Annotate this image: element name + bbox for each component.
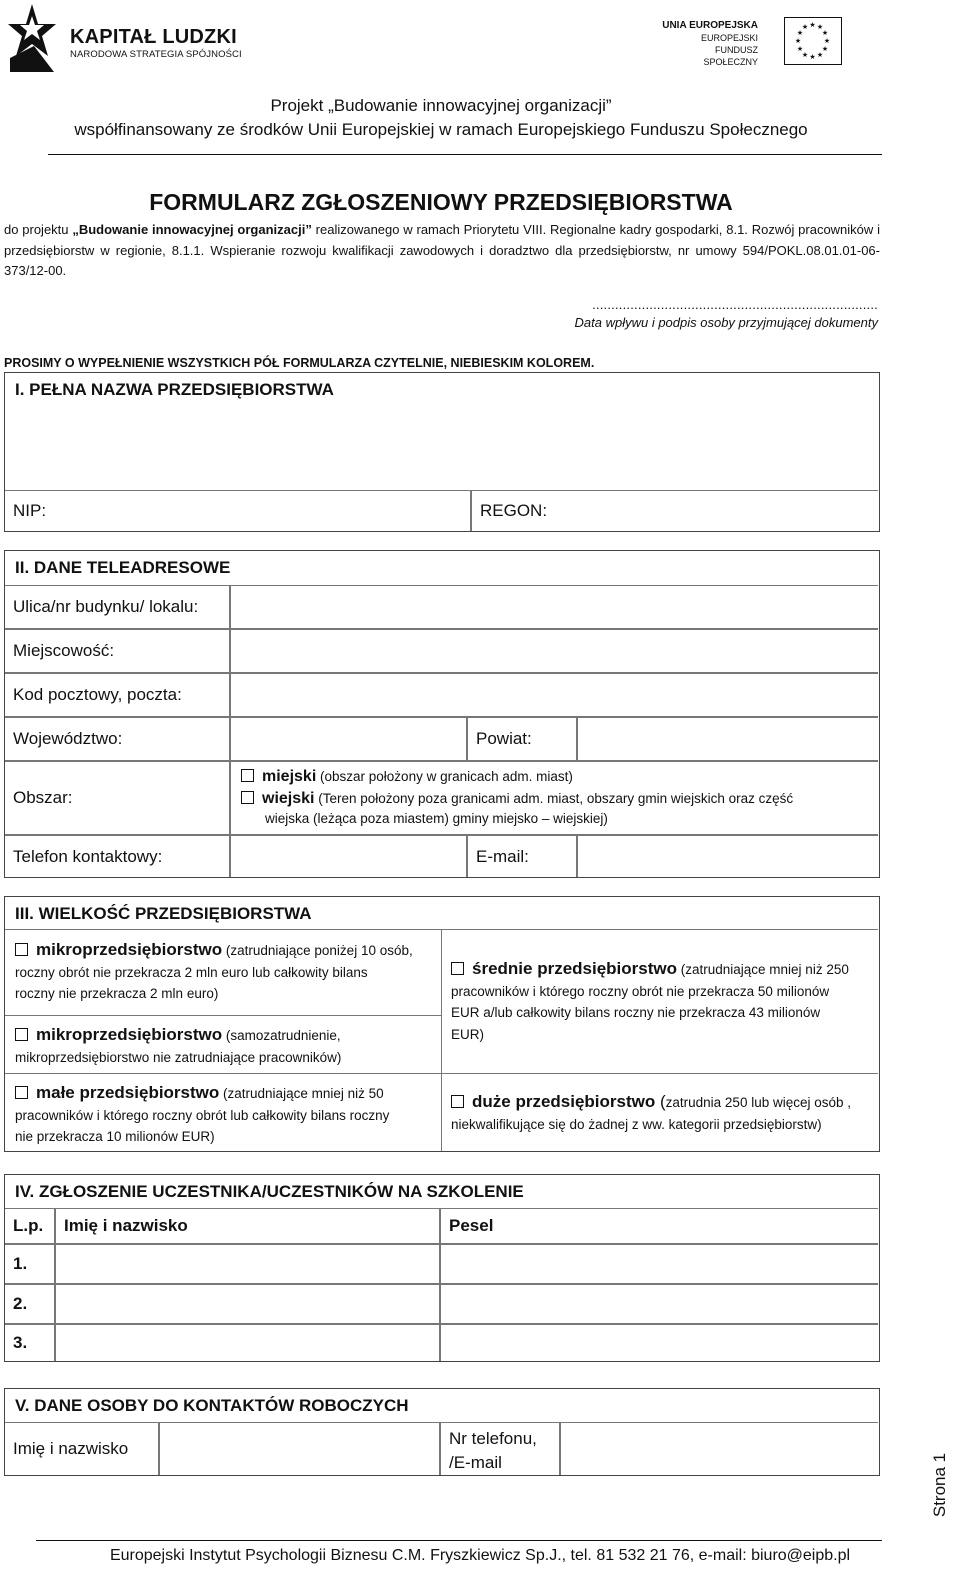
wiejski-label: wiejski: [262, 790, 315, 807]
category-small[interactable]: [15, 1082, 435, 1148]
ue-line-1: UNIA EUROPEJSKA: [662, 20, 758, 31]
obszar-wiejski-option[interactable]: [241, 788, 878, 810]
row-2-number: 2.: [13, 1294, 28, 1313]
section-2: [4, 550, 880, 878]
col-lp-label: L.p.: [13, 1216, 44, 1235]
svg-text:★: ★: [823, 37, 831, 45]
wojewodztwo-label-cell: [5, 717, 230, 761]
powiat-label-cell: [467, 717, 577, 761]
micro-1-desc-3: roczny nie przekracza 2 mln euro): [15, 986, 219, 1001]
col-name-label: Imię i nazwisko: [64, 1216, 188, 1235]
medium-desc-1: (zatrudniające mniej niż 250: [677, 962, 849, 977]
svg-text:★: ★: [794, 37, 802, 45]
col-pesel-header: [440, 1208, 878, 1244]
svg-text:★: ★: [796, 45, 804, 53]
svg-text:★: ★: [821, 45, 829, 53]
row-2-pesel-input[interactable]: [440, 1284, 878, 1324]
contact-name-label-cell: [5, 1422, 159, 1475]
nip-label: NIP:: [13, 501, 47, 520]
ulica-input[interactable]: [230, 585, 878, 629]
miejski-desc: (obszar położony w granicach adm. miast): [316, 769, 573, 784]
medium-checkbox-icon[interactable]: [451, 962, 464, 975]
kod-label-cell: [5, 673, 230, 717]
section-5-title: V. DANE OSOBY DO KONTAKTÓW ROBOCZYCH: [15, 1396, 409, 1415]
large-checkbox-icon[interactable]: [451, 1095, 464, 1108]
section-3-title: III. WIELKOŚĆ PRZEDSIĘBIORSTWA: [15, 904, 312, 923]
svg-text:★: ★: [816, 23, 824, 31]
obszar-options: [230, 761, 878, 835]
large-desc-1: zatrudnia 250 lub więcej osób ,: [665, 1095, 852, 1110]
micro-1-name: mikroprzedsiębiorstwo: [36, 940, 223, 959]
wojewodztwo-label: Województwo:: [13, 729, 123, 748]
miejscowosc-label-cell: [5, 629, 230, 673]
regon-field[interactable]: [471, 490, 878, 531]
row-3-name-input[interactable]: [55, 1324, 440, 1361]
section-1: [4, 372, 880, 532]
small-desc-2: pracowników i którego roczny obrót lub całkowity bilans roczny: [15, 1107, 390, 1123]
medium-desc-4: EUR): [451, 1026, 484, 1042]
contact-phone-label-1: Nr telefonu,: [449, 1429, 537, 1448]
micro-1-desc-2: roczny obrót nie przekracza 2 mln euro lub całkowity bilans: [15, 964, 368, 980]
row-1-pesel-input[interactable]: [440, 1244, 878, 1284]
powiat-input[interactable]: [577, 717, 878, 761]
row-1-number: 1.: [13, 1254, 28, 1273]
medium-desc-2: pracowników i którego roczny obrót nie przekracza 50 milionów: [451, 983, 830, 999]
small-desc-3: nie przekracza 10 milionów EUR): [15, 1129, 215, 1144]
large-name: duże przedsiębiorstwo: [472, 1092, 656, 1111]
footer-text: Europejski Instytut Psychologii Biznesu C.M. Fryszkiewicz Sp.J., tel. 81 532 21 76, e-mail: biuro@eipb.pl: [109, 1547, 851, 1564]
svg-text:★: ★: [796, 29, 804, 37]
intro-post: realizowanego w ramach Priorytetu VIII. Regionalne kadry gospodarki, 8.1. Rozwój pracowników i przedsiębiorstw w regionie, 8.1.1. Wspieranie rozwoju kwalifikacji zawodowych i doradztwo dla przedsiębiorstw, nr umowy 594/POKL.08.01.01-06-373/12-00.: [4, 222, 880, 278]
section-3: [4, 896, 880, 1152]
signature-line: ...........................................................................: [592, 297, 878, 312]
medium-name: średnie przedsiębiorstwo: [472, 959, 677, 978]
kod-label: Kod pocztowy, poczta:: [13, 685, 182, 704]
row-3-number: 3.: [13, 1333, 28, 1352]
section-1-title: I. PEŁNA NAZWA PRZEDSIĘBIORSTWA: [15, 380, 334, 399]
telefon-label-cell: [5, 835, 230, 877]
col-pesel-label: Pesel: [449, 1216, 494, 1235]
contact-phone-label-cell: [440, 1422, 560, 1475]
medium-desc-3: EUR a/lub całkowity bilans roczny nie przekracza 43 milionów: [451, 1005, 821, 1020]
signature-label: Data wpływu i podpis osoby przyjmującej dokumenty: [574, 315, 878, 330]
header-divider: [48, 154, 882, 155]
kapital-ludzki-subtitle: NARODOWA STRATEGIA SPÓJNOŚCI: [70, 49, 242, 60]
small-desc-1: (zatrudniające mniej niż 50: [219, 1086, 384, 1101]
miejscowosc-label: Miejscowość:: [13, 641, 115, 660]
wiejski-checkbox-icon[interactable]: [241, 791, 254, 804]
micro-1-checkbox-icon[interactable]: [15, 943, 28, 956]
eu-flag-icon: [784, 17, 842, 65]
ue-text: [660, 20, 758, 68]
section-3-col-divider: [441, 929, 442, 1151]
col-name-header: [55, 1208, 440, 1244]
obszar-miejski-option[interactable]: [241, 766, 878, 788]
section-3-row-divider-1: [5, 1015, 441, 1016]
section-4: [4, 1174, 880, 1362]
intro-project-name: „Budowanie innowacyjnej organizacji”: [72, 222, 312, 237]
intro-pre: do projektu: [4, 222, 73, 237]
micro-2-name: mikroprzedsiębiorstwo: [36, 1025, 223, 1044]
category-medium[interactable]: [451, 958, 875, 1045]
col-lp-header: [5, 1208, 55, 1244]
page-number: [920, 1440, 960, 1530]
ue-logo: [660, 14, 842, 68]
small-name: małe przedsiębiorstwo: [36, 1083, 220, 1102]
section-2-title: II. DANE TELEADRESOWE: [15, 558, 231, 577]
powiat-label: Powiat:: [476, 729, 532, 748]
obszar-label-cell: [5, 761, 230, 835]
footer-divider: [36, 1540, 882, 1541]
section-5: [4, 1388, 880, 1476]
row-2-name-input[interactable]: [55, 1284, 440, 1324]
form-title: FORMULARZ ZGŁOSZENIOWY PRZEDSIĘBIORSTWA: [149, 189, 733, 215]
project-title: Projekt „Budowanie innowacyjnej organizacji”: [270, 96, 612, 115]
micro-2-desc-2: mikroprzedsiębiorstwo nie zatrudniające pracowników): [15, 1049, 342, 1065]
micro-1-desc-1: (zatrudniające poniżej 10 osób,: [222, 943, 413, 958]
category-micro-2[interactable]: [15, 1024, 435, 1068]
miejski-label: miejski: [262, 768, 317, 785]
ue-line-3: FUNDUSZ SPOŁECZNY: [703, 45, 758, 67]
svg-text:★: ★: [821, 29, 829, 37]
wojewodztwo-input[interactable]: [230, 717, 467, 761]
row-3-pesel-input[interactable]: [440, 1324, 878, 1361]
section-3-row-divider-2: [5, 1073, 878, 1074]
small-checkbox-icon[interactable]: [15, 1086, 28, 1099]
category-large[interactable]: [451, 1091, 875, 1135]
kapital-ludzki-title: KAPITAŁ LUDZKI: [70, 26, 237, 48]
large-paren: (: [655, 1092, 666, 1111]
regon-label: REGON:: [480, 501, 548, 520]
form-intro: [4, 220, 880, 282]
category-micro-1[interactable]: [15, 939, 435, 1005]
ue-line-2: EUROPEJSKI: [700, 33, 758, 43]
contact-name-label: Imię i nazwisko: [13, 1439, 129, 1458]
svg-text:★: ★: [809, 53, 816, 61]
miejscowosc-input[interactable]: [230, 629, 878, 673]
email-label: E-mail:: [476, 846, 529, 866]
wiejski-desc: (Teren położony poza granicami adm. miast, obszary gmin wiejskich oraz część: [314, 791, 794, 806]
miejski-checkbox-icon[interactable]: [241, 769, 254, 782]
large-desc-2: niekwalifikujące się do żadnej z ww. kategorii przedsiębiorstw): [451, 1116, 822, 1132]
svg-text:★: ★: [816, 51, 824, 59]
telefon-label: Telefon kontaktowy:: [13, 846, 163, 866]
micro-2-desc-1: (samozatrudnienie,: [222, 1028, 341, 1043]
table-row-3-lp: [5, 1324, 55, 1361]
micro-2-checkbox-icon[interactable]: [15, 1028, 28, 1041]
wiejski-desc-2: wiejska (leżąca poza miastem) gminy miejsko – wiejskiej): [265, 811, 608, 826]
contact-name-input[interactable]: [159, 1422, 440, 1475]
kapital-ludzki-emblem-icon: [4, 2, 60, 76]
email-label-cell: [467, 835, 577, 877]
nip-field[interactable]: [5, 490, 471, 531]
row-1-name-input[interactable]: [55, 1244, 440, 1284]
kod-input[interactable]: [230, 673, 878, 717]
project-cofinancing: współfinansowany ze środków Unii Europejskiej w ramach Europejskiego Funduszu Społecznego: [74, 120, 808, 139]
section-4-title: IV. ZGŁOSZENIE UCZESTNIKA/UCZESTNIKÓW NA SZKOLENIE: [15, 1182, 524, 1201]
ulica-label: Ulica/nr budynku/ lokalu:: [13, 597, 199, 616]
svg-text:★: ★: [801, 51, 809, 59]
contact-phone-input[interactable]: [560, 1422, 878, 1475]
table-row-1-lp: [5, 1244, 55, 1284]
svg-text:★: ★: [801, 23, 809, 31]
email-input[interactable]: [577, 835, 878, 877]
table-row-2-lp: [5, 1284, 55, 1324]
svg-text:★: ★: [809, 21, 816, 29]
telefon-input[interactable]: [230, 835, 467, 877]
contact-phone-label-2: /E-mail: [449, 1453, 502, 1472]
obszar-label: Obszar:: [13, 788, 73, 807]
ulica-label-cell: [5, 585, 230, 629]
page-number-label: Strona 1: [930, 1452, 949, 1518]
kapital-ludzki-logo: [4, 2, 264, 78]
fill-instruction: PROSIMY O WYPEŁNIENIE WSZYSTKICH PÓŁ FORMULARZA CZYTELNIE, NIEBIESKIM KOLOREM.: [4, 356, 595, 370]
